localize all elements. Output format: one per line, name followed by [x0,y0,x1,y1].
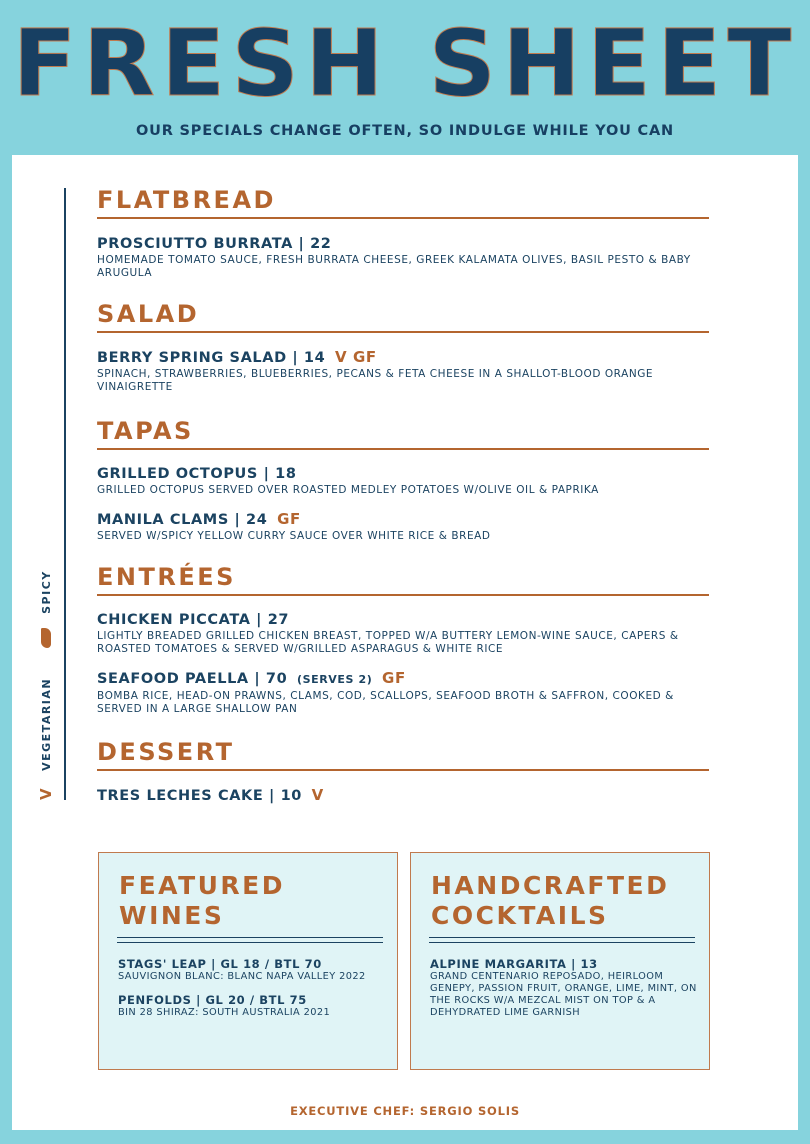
item-description: GRILLED OCTOPUS SERVED OVER ROASTED MEDLEY POTATOES W/OLIVE OIL & PAPRIKA [97,484,599,496]
section-dessert [97,737,709,805]
item-name: SEAFOOD PAELLA | 70 [97,671,288,687]
serves-note: (SERVES 2) [296,673,373,686]
wine-name: STAGS' LEAP | GL 18 / BTL 70 [118,957,322,971]
wines-title-line1: FEATURED [119,871,285,900]
diet-tags: GF [277,510,301,528]
section-title: SALAD [97,299,709,333]
item-name: GRILLED OCTOPUS | 18 [97,466,297,482]
section-salad [97,299,709,416]
chef-credit: EXECUTIVE CHEF: SERGIO SOLIS [290,1104,520,1118]
item-description: SPINACH, STRAWBERRIES, BLUEBERRIES, PECANS & FETA CHEESE IN A SHALLOT-BLOOD ORANGE VINAIGRETTE [97,368,654,393]
diet-tags: V GF [334,348,377,366]
wines-title-line2: WINES [119,901,225,930]
cocktails-title-line1: HANDCRAFTED [431,871,670,900]
menu-item [97,786,709,805]
menu-item [97,669,709,716]
double-rule [117,937,383,943]
section-flatbread [97,185,709,299]
item-name: PROSCIUTTO BURRATA | 22 [97,236,332,252]
cocktails-title-line2: COCKTAILS [431,901,609,930]
menu-item [97,611,709,656]
vegetarian-label: VEGETARIAN [39,677,53,771]
item-name: CHICKEN PICCATA | 27 [97,612,290,628]
menu-item [97,510,709,543]
vegetarian-icon: V [37,786,55,800]
diet-tags: GF [382,669,406,687]
diet-tags: V [311,786,324,804]
menu-item [97,465,709,497]
section-title: TAPAS [97,416,709,450]
section-tapas [97,416,709,562]
cocktail-item [430,957,699,1019]
item-description: BOMBA RICE, HEAD-ON PRAWNS, CLAMS, COD, SCALLOPS, SEAFOOD BROTH & SAFFRON, COOKED & SERVED IN A LARGE SHALLOW PAN [97,690,674,715]
item-name: BERRY SPRING SALAD | 14 [97,350,326,366]
wine-name: PENFOLDS | GL 20 / BTL 75 [118,993,307,1007]
item-description: HOMEMADE TOMATO SAUCE, FRESH BURRATA CHEESE, GREEK KALAMATA OLIVES, BASIL PESTO & BABY ARUGULA [97,254,691,279]
tagline: OUR SPECIALS CHANGE OFTEN, SO INDULGE WHILE YOU CAN [136,123,674,139]
wine-item [118,957,387,983]
menu-content [97,185,709,805]
wine-description: BIN 28 SHIRAZ: SOUTH AUSTRALIA 2021 [118,1007,331,1018]
item-description: LIGHTLY BREADED GRILLED CHICKEN BREAST, TOPPED W/A BUTTERY LEMON-WINE SAUCE, CAPERS & ROASTED TOMATOES & SERVED W/GRILLED ASPARAGUS & WHITE RICE [97,630,679,655]
featured-wines-box [98,852,398,1070]
chili-pepper-icon [41,628,51,648]
wine-description: SAUVIGNON BLANC: BLANC NAPA VALLEY 2022 [118,971,366,982]
menu-item [97,235,709,280]
double-rule [429,937,695,943]
section-title: ENTRÉES [97,562,709,596]
cocktail-name: ALPINE MARGARITA | 13 [430,957,598,971]
item-name: MANILA CLAMS | 24 [97,512,268,528]
spicy-label: SPICY [39,570,53,614]
section-title: DESSERT [97,737,709,771]
item-description: SERVED W/SPICY YELLOW CURRY SAUCE OVER WHITE RICE & BREAD [97,530,491,542]
page-title: FRESH SHEET [12,10,798,117]
cocktail-description: GRAND CENTENARIO REPOSADO, HEIRLOOM GENEPY, PASSION FRUIT, ORANGE, LIME, MINT, ON THE ROCKS W/A MEZCAL MIST ON TOP & A DEHYDRATED LIME GARNISH [430,971,697,1018]
handcrafted-cocktails-box [410,852,710,1070]
item-name: TRES LECHES CAKE | 10 [97,788,302,804]
menu-item [97,348,709,394]
section-title: FLATBREAD [97,185,709,219]
header [0,0,810,155]
section-entrees [97,562,709,737]
wine-item [118,993,387,1019]
